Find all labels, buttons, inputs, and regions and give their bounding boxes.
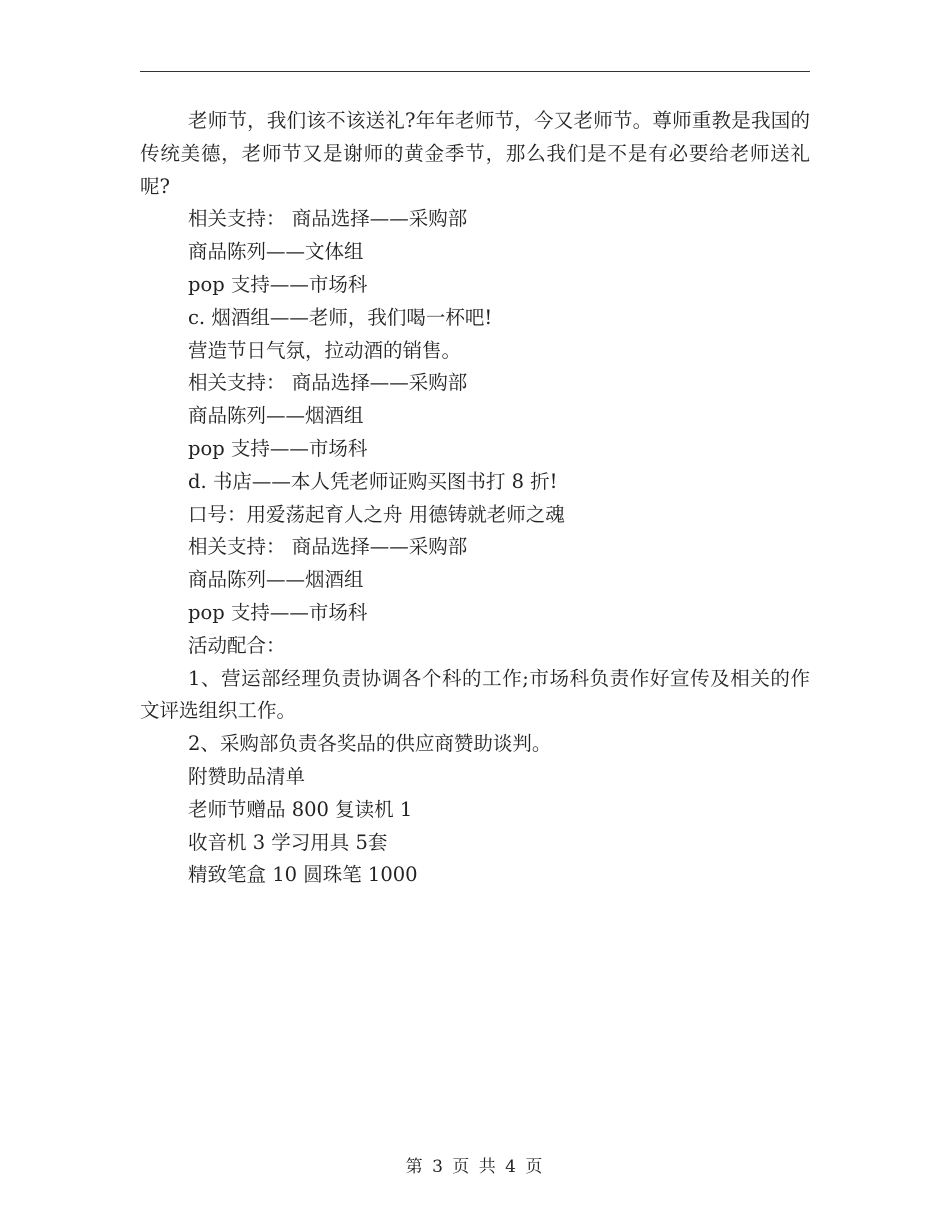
display-line-3: 商品陈列——烟酒组 <box>188 568 364 592</box>
pop-line-3: pop 支持——市场科 <box>188 600 368 624</box>
header-rule <box>140 71 810 72</box>
document-body <box>140 105 810 892</box>
intro-paragraph: 老师节，我们该不该送礼?年年老师节，今又老师节。尊师重教是我国的传统美德，老师节又是谢师的黄金季节，那么我们是不是有必要给老师送礼呢? <box>140 109 810 198</box>
slogan-line: 口号：用爱荡起育人之舟 用德铸就老师之魂 <box>188 502 565 526</box>
display-line-2: 商品陈列——烟酒组 <box>188 404 364 428</box>
sponsor-list-row-2: 收音机 3 学习用具 5套 <box>188 830 388 854</box>
sponsor-list-heading: 附赞助品清单 <box>188 764 306 788</box>
pop-line-1: pop 支持——市场科 <box>188 272 368 296</box>
pop-line-2: pop 支持——市场科 <box>188 436 368 460</box>
cooperation-item-2: 2、采购部负责各奖品的供应商赞助谈判。 <box>188 732 552 756</box>
section-c-heading: c. 烟酒组——老师，我们喝一杯吧! <box>188 305 493 329</box>
support-line-2: 相关支持： 商品选择——采购部 <box>188 371 468 395</box>
display-line-1: 商品陈列——文体组 <box>188 240 364 264</box>
section-d-heading: d. 书店——本人凭老师证购买图书打 8 折! <box>188 469 558 493</box>
cooperation-item-1: 1、营运部经理负责协调各个科的工作;市场科负责作好宣传及相关的作文评选组织工作。 <box>140 666 810 723</box>
page-number-footer: 第 3 页 共 4 页 <box>405 1157 545 1177</box>
cooperation-heading: 活动配合： <box>188 633 286 657</box>
support-line-1: 相关支持： 商品选择——采购部 <box>188 207 468 231</box>
sponsor-list-row-1: 老师节赠品 800 复读机 1 <box>188 797 413 821</box>
support-line-3: 相关支持： 商品选择——采购部 <box>188 535 468 559</box>
sponsor-list-row-3: 精致笔盒 10 圆珠笔 1000 <box>188 863 418 887</box>
section-c-text: 营造节日气氛，拉动酒的销售。 <box>188 338 462 362</box>
